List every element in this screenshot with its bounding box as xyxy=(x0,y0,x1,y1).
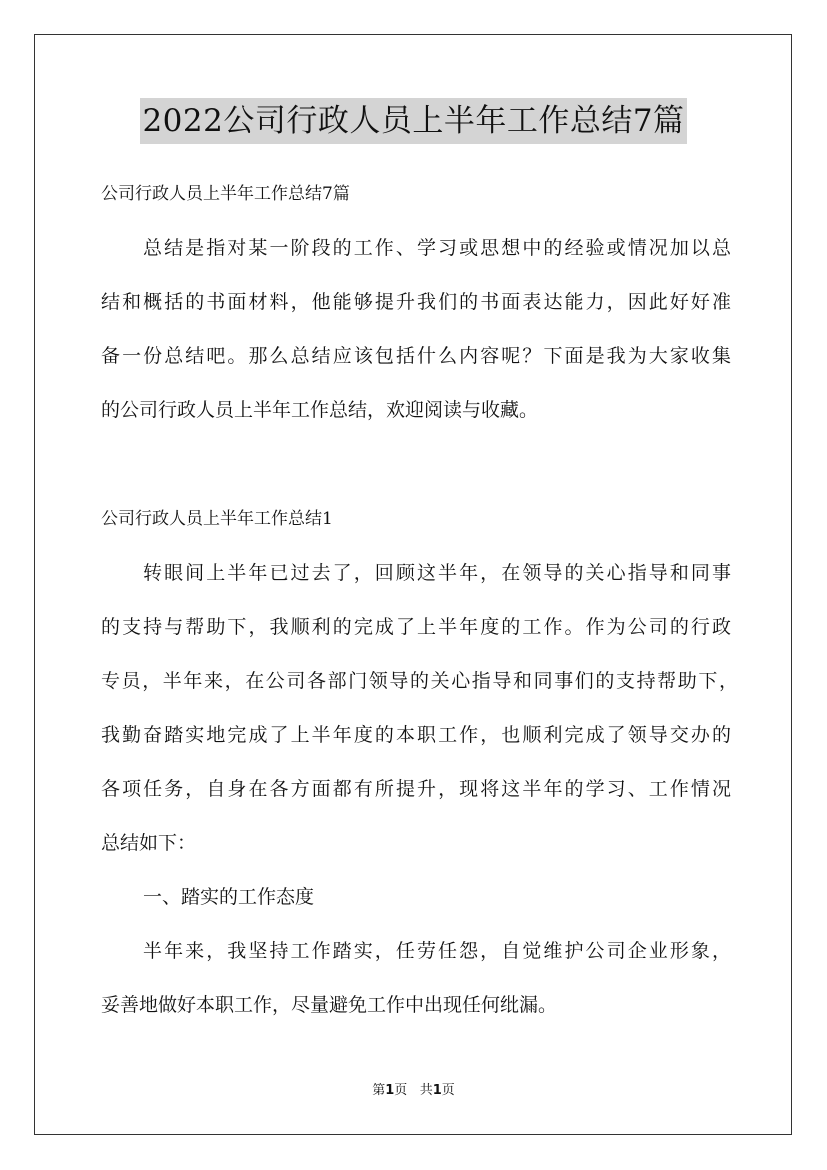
footer-page-total: 1 xyxy=(432,1083,442,1098)
section1-line-4: 我勤奋踏实地完成了上半年度的本职工作，也顺利完成了领导交办的 xyxy=(101,724,731,746)
section1-line-3: 专员，半年来，在公司各部门领导的关心指导和同事们的支持帮助下， xyxy=(101,670,738,692)
document-title: 2022公司行政人员上半年工作总结7篇 xyxy=(140,98,686,144)
intro-line-1: 总结是指对某一阶段的工作、学习或思想中的经验或情况加以总 xyxy=(143,237,731,259)
section1-line-1: 转眼间上半年已过去了，回顾这半年，在领导的关心指导和同事 xyxy=(143,562,731,584)
point1-line-2: 妥善地做好本职工作，尽量避免工作中出现任何纰漏。 xyxy=(101,994,558,1016)
footer-page-prefix: 第 xyxy=(372,1083,386,1098)
section1-line-5: 各项任务，自身在各方面都有所提升，现将这半年的学习、工作情况 xyxy=(101,778,731,800)
section1-heading: 公司行政人员上半年工作总结1 xyxy=(101,509,333,529)
intro-line-4: 的公司行政人员上半年工作总结，欢迎阅读与收藏。 xyxy=(101,399,539,421)
intro-line-2: 结和概括的书面材料，他能够提升我们的书面表达能力，因此好好准 xyxy=(101,291,731,313)
point1-line-1: 半年来，我坚持工作踏实，任劳任怨，自觉维护公司企业形象， xyxy=(143,940,731,962)
intro-line-3: 备一份总结吧。那么总结应该包括什么内容呢？下面是我为大家收集 xyxy=(101,345,731,367)
section1-line-6: 总结如下： xyxy=(101,832,197,854)
footer-page-suffix: 页 xyxy=(441,1083,455,1098)
page-footer xyxy=(0,1082,827,1100)
footer-page-current: 1 xyxy=(385,1083,395,1098)
title-container xyxy=(0,98,827,144)
section1-line-2: 的支持与帮助下，我顺利的完成了上半年度的工作。作为公司的行政 xyxy=(101,616,731,638)
footer-page-mid: 页 共 xyxy=(394,1083,433,1098)
point1-heading: 一、踏实的工作态度 xyxy=(143,886,315,908)
document-subtitle: 公司行政人员上半年工作总结7篇 xyxy=(101,184,350,204)
